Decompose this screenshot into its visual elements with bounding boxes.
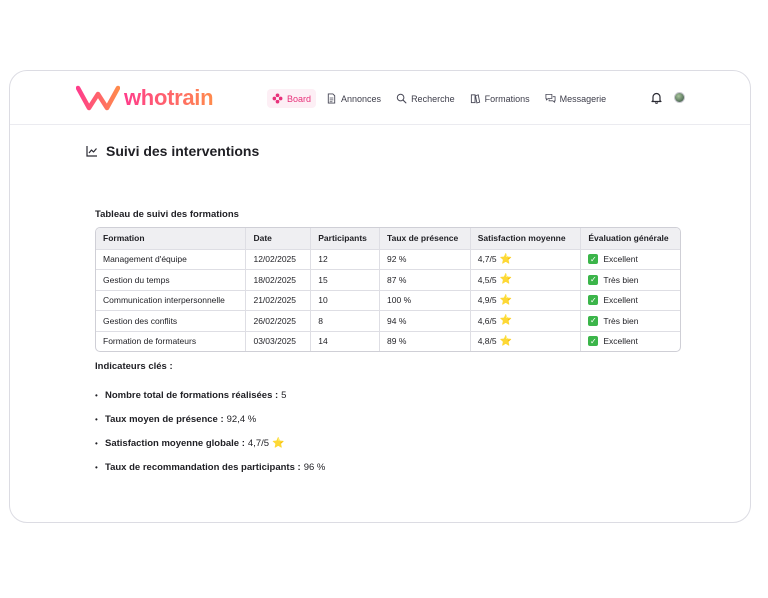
check-icon: ✓ — [589, 316, 597, 326]
bell-icon[interactable] — [650, 91, 663, 104]
column-header: Satisfaction moyenne — [470, 228, 581, 249]
cell-participants: 14 — [310, 332, 379, 352]
satisfaction-value: 4,8/5 — [477, 336, 497, 347]
cell-formation: Formation de formateurs — [103, 336, 197, 347]
table-row — [96, 331, 680, 352]
chat-icon — [545, 93, 556, 104]
nav-messagerie[interactable] — [540, 89, 612, 108]
column-header: Formation — [103, 233, 145, 244]
evaluation-value: Excellent — [603, 336, 638, 347]
evaluation-value: Très bien — [603, 315, 639, 326]
search-icon — [396, 93, 407, 104]
list-item — [95, 431, 325, 455]
indicator-label: Satisfaction moyenne globale : — [105, 437, 245, 449]
satisfaction-value: 4,5/5 — [477, 274, 497, 285]
cell-formation: Management d'équipe — [103, 254, 187, 265]
logo-text: whotrain — [124, 85, 214, 110]
list-item — [95, 383, 325, 407]
cell-presence: 94 % — [379, 311, 470, 331]
satisfaction-value: 4,7/5 — [477, 254, 497, 265]
nav-annonces-label: Annonces — [341, 93, 382, 104]
cell-evaluation — [580, 270, 680, 290]
star-icon: ⭐ — [499, 253, 513, 265]
training-table — [95, 227, 681, 352]
cell-presence: 92 % — [379, 250, 470, 270]
evaluation-value: Très bien — [603, 274, 639, 285]
cell-date: 26/02/2025 — [245, 311, 310, 331]
cell-participants: 8 — [310, 311, 379, 331]
bullet-icon: • — [95, 414, 98, 424]
check-icon: ✓ — [589, 275, 597, 285]
table-row — [96, 290, 680, 311]
flower-icon — [272, 93, 283, 104]
indicators-list — [95, 383, 325, 479]
star-icon: ⭐ — [499, 315, 513, 327]
star-icon: ⭐ — [499, 294, 513, 306]
table-header-row — [96, 228, 680, 249]
line-chart-icon — [86, 145, 98, 157]
list-item — [95, 407, 325, 431]
cell-evaluation — [580, 250, 680, 270]
avatar[interactable] — [674, 92, 685, 103]
list-item — [95, 455, 325, 479]
page-title — [86, 143, 259, 159]
indicators-title: Indicateurs clés : — [95, 361, 173, 372]
star-icon: ⭐ — [499, 274, 513, 286]
cell-presence: 87 % — [379, 270, 470, 290]
cell-evaluation — [580, 332, 680, 352]
table-title: Tableau de suivi des formations — [95, 209, 239, 220]
bullet-icon: • — [95, 390, 98, 400]
table-row — [96, 269, 680, 290]
nav-messagerie-label: Messagerie — [559, 93, 607, 104]
cell-satisfaction — [470, 250, 581, 270]
indicator-label: Nombre total de formations réalisées : — [105, 389, 279, 401]
cell-date: 18/02/2025 — [245, 270, 310, 290]
nav-board-label: Board — [287, 93, 312, 104]
bullet-icon: • — [95, 462, 98, 472]
document-icon — [326, 93, 337, 104]
column-header: Taux de présence — [379, 228, 470, 249]
star-icon: ⭐ — [499, 335, 513, 347]
indicator-value: 92,4 % — [226, 413, 257, 425]
check-icon: ✓ — [589, 254, 597, 264]
cell-satisfaction — [470, 311, 581, 331]
whotrain-logo-icon — [76, 84, 120, 112]
top-bar — [10, 71, 750, 125]
indicator-label: Taux moyen de présence : — [105, 413, 224, 425]
evaluation-value: Excellent — [603, 295, 638, 306]
indicator-label: Taux de recommandation des participants : — [105, 461, 301, 473]
app-window — [9, 70, 751, 523]
cell-formation: Gestion du temps — [103, 274, 170, 285]
indicator-value: 4,7/5 — [247, 437, 270, 449]
book-icon — [470, 93, 481, 104]
cell-participants: 15 — [310, 270, 379, 290]
nav-annonces[interactable] — [321, 89, 386, 108]
logo[interactable] — [76, 83, 213, 113]
cell-participants: 12 — [310, 250, 379, 270]
bullet-icon: • — [95, 438, 98, 448]
satisfaction-value: 4,9/5 — [477, 295, 497, 306]
star-icon: ⭐ — [272, 437, 285, 449]
column-header: Évaluation générale — [580, 228, 680, 249]
check-icon: ✓ — [589, 336, 597, 346]
page-title-text: Suivi des interventions — [106, 143, 260, 159]
indicator-value: 5 — [281, 389, 287, 401]
nav-recherche-label: Recherche — [411, 93, 455, 104]
nav-recherche[interactable] — [391, 89, 460, 108]
table-row — [96, 249, 680, 270]
cell-participants: 10 — [310, 291, 379, 311]
cell-satisfaction — [470, 270, 581, 290]
column-header: Participants — [310, 228, 379, 249]
nav-formations[interactable] — [465, 89, 535, 108]
cell-satisfaction — [470, 291, 581, 311]
cell-formation: Gestion des conflits — [103, 315, 178, 326]
satisfaction-value: 4,6/5 — [477, 315, 497, 326]
cell-evaluation — [580, 291, 680, 311]
cell-formation: Communication interpersonnelle — [103, 295, 225, 306]
cell-date: 12/02/2025 — [245, 250, 310, 270]
evaluation-value: Excellent — [603, 254, 638, 265]
table-row — [96, 310, 680, 331]
nav-board[interactable] — [267, 89, 316, 108]
cell-date: 21/02/2025 — [245, 291, 310, 311]
cell-date: 03/03/2025 — [245, 332, 310, 352]
cell-satisfaction — [470, 332, 581, 352]
indicator-value: 96 % — [303, 461, 326, 473]
column-header: Date — [245, 228, 310, 249]
check-icon: ✓ — [589, 295, 597, 305]
cell-presence: 89 % — [379, 332, 470, 352]
cell-evaluation — [580, 311, 680, 331]
cell-presence: 100 % — [379, 291, 470, 311]
nav-formations-label: Formations — [484, 93, 530, 104]
main-nav — [267, 89, 616, 108]
